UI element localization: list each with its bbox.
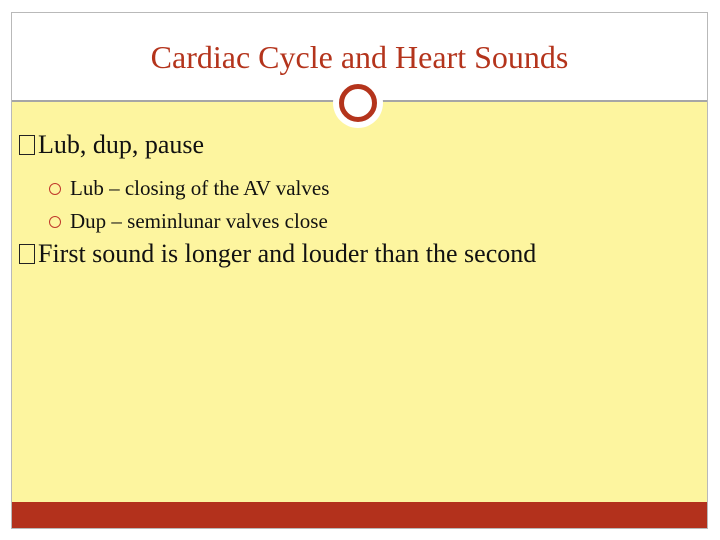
content-area xyxy=(12,102,707,502)
ring-bullet-icon xyxy=(49,183,61,195)
ring-bullet-icon xyxy=(49,216,61,228)
circle-ornament-ring xyxy=(339,84,377,122)
sub-bullet-text: Dup – seminlunar valves close xyxy=(70,209,328,233)
bullet-item xyxy=(19,239,536,269)
footer-bar xyxy=(12,502,707,529)
slide-title: Cardiac Cycle and Heart Sounds xyxy=(150,39,569,75)
circle-ornament-icon xyxy=(333,78,383,128)
slide xyxy=(11,12,708,529)
sub-bullet-item xyxy=(49,209,328,234)
box-bullet-icon xyxy=(19,244,35,264)
bullet-text: Lub, dup, pause xyxy=(38,130,205,159)
box-bullet-icon xyxy=(19,135,35,155)
sub-bullet-item xyxy=(49,176,329,201)
bullet-item xyxy=(19,130,204,160)
sub-bullet-text: Lub – closing of the AV valves xyxy=(70,176,330,200)
bullet-text: First sound is longer and louder than the second xyxy=(38,239,537,268)
